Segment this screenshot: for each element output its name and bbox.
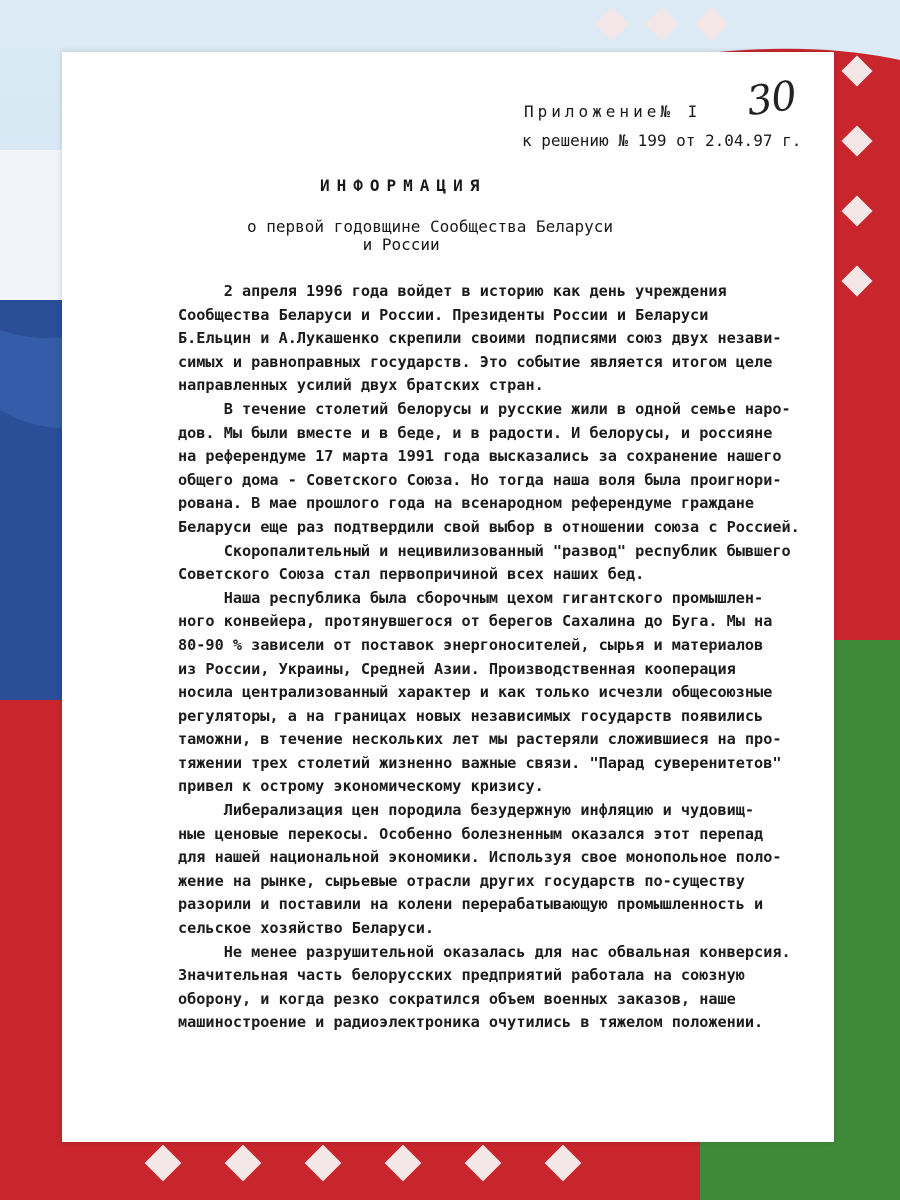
document-subtitle: о первой годовщине Сообщества Беларуси и России — [247, 217, 614, 254]
document-body — [178, 280, 808, 1035]
paragraph: Не менее разрушительной оказалась для нас обвальная конверсия. Значительная часть белорусских предприятий работала на союзную оборону, и когда резко сократился объем военных заказов, наше машиностроение и радиоэлектроника очутились в тяжелом положении. — [178, 942, 791, 1032]
decision-reference: к решению № 199 от 2.04.97 г. — [522, 131, 802, 150]
paragraph: 2 апреля 1996 года войдет в историю как день учреждения Сообщества Беларуси и России. Президенты России и Беларуси Б.Ельцин и А.Лукашенко скрепили своими подписями союз двух незави- симых и равноправных государств. Это событие является итогом целе направленных усилий двух братских стран. — [178, 282, 782, 395]
document-sheet — [62, 52, 834, 1142]
paragraph: Либерализация цен породила безудержную инфляцию и чудовищ- ные ценовые перекосы. Особенно болезненным оказался этот перепад для нашей национальной экономики. Используя свое монопольное поло- жение на рынке, сырьевые отрасли других государств по-существу разорили и поставили на колени перерабатывающую промышленность и сельское хозяйство Беларуси. — [178, 801, 782, 938]
page-number: 30 — [744, 72, 799, 126]
document-title: ИНФОРМАЦИЯ — [320, 176, 487, 195]
appendix-label: Приложение№ I — [524, 102, 702, 121]
paragraph: Наша республика была сборочным цехом гигантского промышлен- ного конвейера, протянувшегося от берегов Сахалина до Буга. Мы на 80-90 % зависели от поставок энергоносителей, сырья и материалов из России, Украины, Средней Азии. Производственная кооперация носила централизованный характер и как только исчезли общесоюзные регуляторы, а на границах новых независимых государств появились таможни, в течение нескольких лет мы растеряли сложившиеся на про- тяжении трех столетий жизненно важные связи. "Парад суверенитетов" привел к острому экономическому кризису. — [178, 588, 782, 796]
paragraph: Скоропалительный и нецивилизованный "развод" республик бывшего Советского Союза стал первопричиной всех наших бед. — [178, 541, 791, 584]
paragraph: В течение столетий белорусы и русские жили в одной семье наро- дов. Мы были вместе и в беде, и в радости. И белорусы, и россияне на референдуме 17 марта 1991 года высказались за сохранение нашего общего дома - Советского Союза. Но тогда наша воля была проигнори- рована. В мае прошлого года на всенародном референдуме граждане Беларуси еще раз подтвердили свой выбор в отношении союза с Россией. — [178, 399, 800, 536]
